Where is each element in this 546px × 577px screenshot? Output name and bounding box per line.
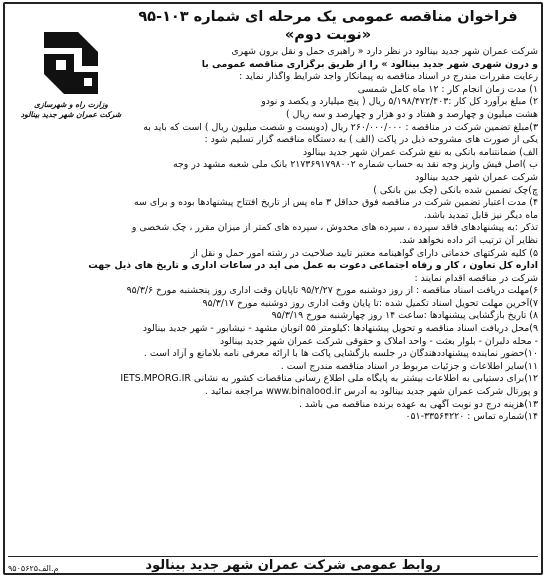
notice-line: ۶)مهلت دریافت اسناد مناقصه : از روز دوشنبه مورخ ۹۵/۲/۲۷ تاپایان وقت اداری روز پنجشنبه مورخ ۹۵/۳/۶ [126, 285, 538, 297]
notice-line: و پورتال شرکت عمران شهر جدید بینالود به آدرس www.binalood.ir مراجعه نمائید . [204, 386, 538, 398]
notice-line: ۱۲)برای دستیابی به اطلاعات بیشتر به پایگاه ملی اطلاع رسانی مناقصات کشور به نشانی IETS.MPORG.IR [120, 373, 538, 385]
notice-line: شرکت عمران شهر جدید بینالود در نظر دارد « راهبری حمل و نقل برون شهری [231, 46, 538, 57]
notice-title: فراخوان مناقصه عمومی یک مرحله ای شماره ۱۰۳-۹۵ [138, 9, 518, 25]
notice-line: ۱۴)شماره تماس : ۳۳۵۶۴۲۲۰-۰۵۱ [405, 411, 538, 423]
notice-body [6, 44, 540, 424]
notice-line: یکی از صورت های مشروحه ذیل در پاکت (الف ) به دستگاه مناقصه گزار تسلیم شود : [204, 134, 538, 146]
notice-line: شرکت عمران شهر جدید بینالود [415, 171, 538, 183]
notice-line: نظایر آن ترتیب اثر داده نخواهد شد. [399, 234, 538, 246]
notice-line: ۵) کلیه شرکتهای خدماتی دارای گواهینامه معتبر تایید صلاحیت در رشته امور حمل و نقل از [190, 247, 538, 259]
notice-line: ۷)آخرین مهلت تحویل اسناد تکمیل شده :تا پایان وقت اداری روز دوشنبه مورخ ۹۵/۳/۱۷ [202, 297, 538, 309]
notice-line: ماه دیگر نیز قابل تمدید باشد. [423, 209, 538, 221]
notice-subtitle: «نوبت دوم» [284, 27, 372, 43]
notice-line: هشت میلیون و چهارصد و هفتاد و دو هزار و چهارصد و سه ریال ) [286, 108, 538, 120]
notice-line: ۹)محل دریافت اسناد مناقصه و تحویل پیشنهادها :کیلومتر ۵۵ اتوبان مشهد - نیشابور - شهر جدید بینالود [142, 323, 538, 335]
notice-line: تذکر :به پیشنهادهای فاقد سپرده ، سپرده های مخدوش ، سپرده های کمتر از میزان مقرر ، چک شخصی و [131, 222, 538, 234]
notice-line: الف) ضمانتنامه بانکی به نفع شرکت عمران شهر جدید بینالود [302, 146, 538, 158]
notice-line: ۲) مبلغ برآورد کل کار :۵/۱۹۸/۴۷۲/۴۰۳ ریال ( پنج میلیارد و یکصد و نودو [261, 96, 538, 108]
notice-line: ۳)مبلغ تضمین شرکت در مناقصه : ۲۶۰/۰۰۰/۰۰۰ ریال (دویست و شصت میلیون ریال ) است که باید به [143, 121, 538, 133]
notice-line: اداره کل تعاون ، کار و رفاه اجتماعی دعوت به عمل می آید در ساعات اداری و تاریخ های ذیل جهت [88, 260, 538, 272]
notice-line: ۴) مدت اعتبار تضمین شرکت در مناقصه فوق حداقل ۳ ماه پس از تاریخ افتتاح پیشنهادها بوده و برای سه [134, 197, 538, 209]
notice-line: ۸) تاریخ بازگشایی پیشنهادها :ساعت ۱۴ روز چهارشنبه مورخ ۹۵/۳/۱۹ [271, 310, 538, 322]
notice-code: م.الف۹۵۰۵۶۲۵ [8, 564, 59, 573]
notice-line: شرکت در مناقصه اقدام نمایند : [414, 272, 538, 284]
notice-line: رعایت مقررات مندرج در اسناد مناقصه به پیمانکار واجد شرایط واگذار نماید : [239, 71, 538, 83]
notice-line: ۱۰)حضور نماینده پیشنهاددهندگان در جلسه بازگشایی پاکت ها با ارائه معرفی نامه بلامانع و آزاد است . [143, 348, 538, 360]
footer-divider [8, 556, 538, 557]
footer-signature: روابط عمومی شرکت عمران شهر جدید بینالود [145, 558, 441, 573]
notice-line: چ)چک تضمین شده بانکی (چک بین بانکی ) [373, 184, 538, 196]
notice-line: ب )اصل فیش واریز وجه نقد به حساب شماره ۲۱۷۳۶۹۱۷۹۸۰۰۲ بانک ملی شعبه مشهد در وجه [172, 159, 538, 171]
notice-line: ۱۳)هزینه درج دو نوبت آگهی به عهده برنده مناقصه می باشد . [298, 398, 538, 410]
notice-line: - محله دلبران - بلوار بعثت - واحد املاک و حقوقی شرکت عمران شهر جدید بینالود [219, 335, 538, 347]
notice-line: و درون شهری شهر جدید بینالود » را از طریق برگزاری مناقصه عمومی با [201, 58, 538, 70]
logo-line-ministry: وزارت راه و شهرسازی [34, 100, 108, 109]
notice-line: ۱۱)سایر اطلاعات و جزئیات مربوط در اسناد مناقصه مندرج است . [280, 360, 538, 372]
notice-line: ۱) مدت زمان انجام کار : ۱۲ ماه کامل شمسی [357, 83, 538, 95]
logo-line-company: شرکت عمران شهر جدید بینالود [20, 110, 122, 119]
